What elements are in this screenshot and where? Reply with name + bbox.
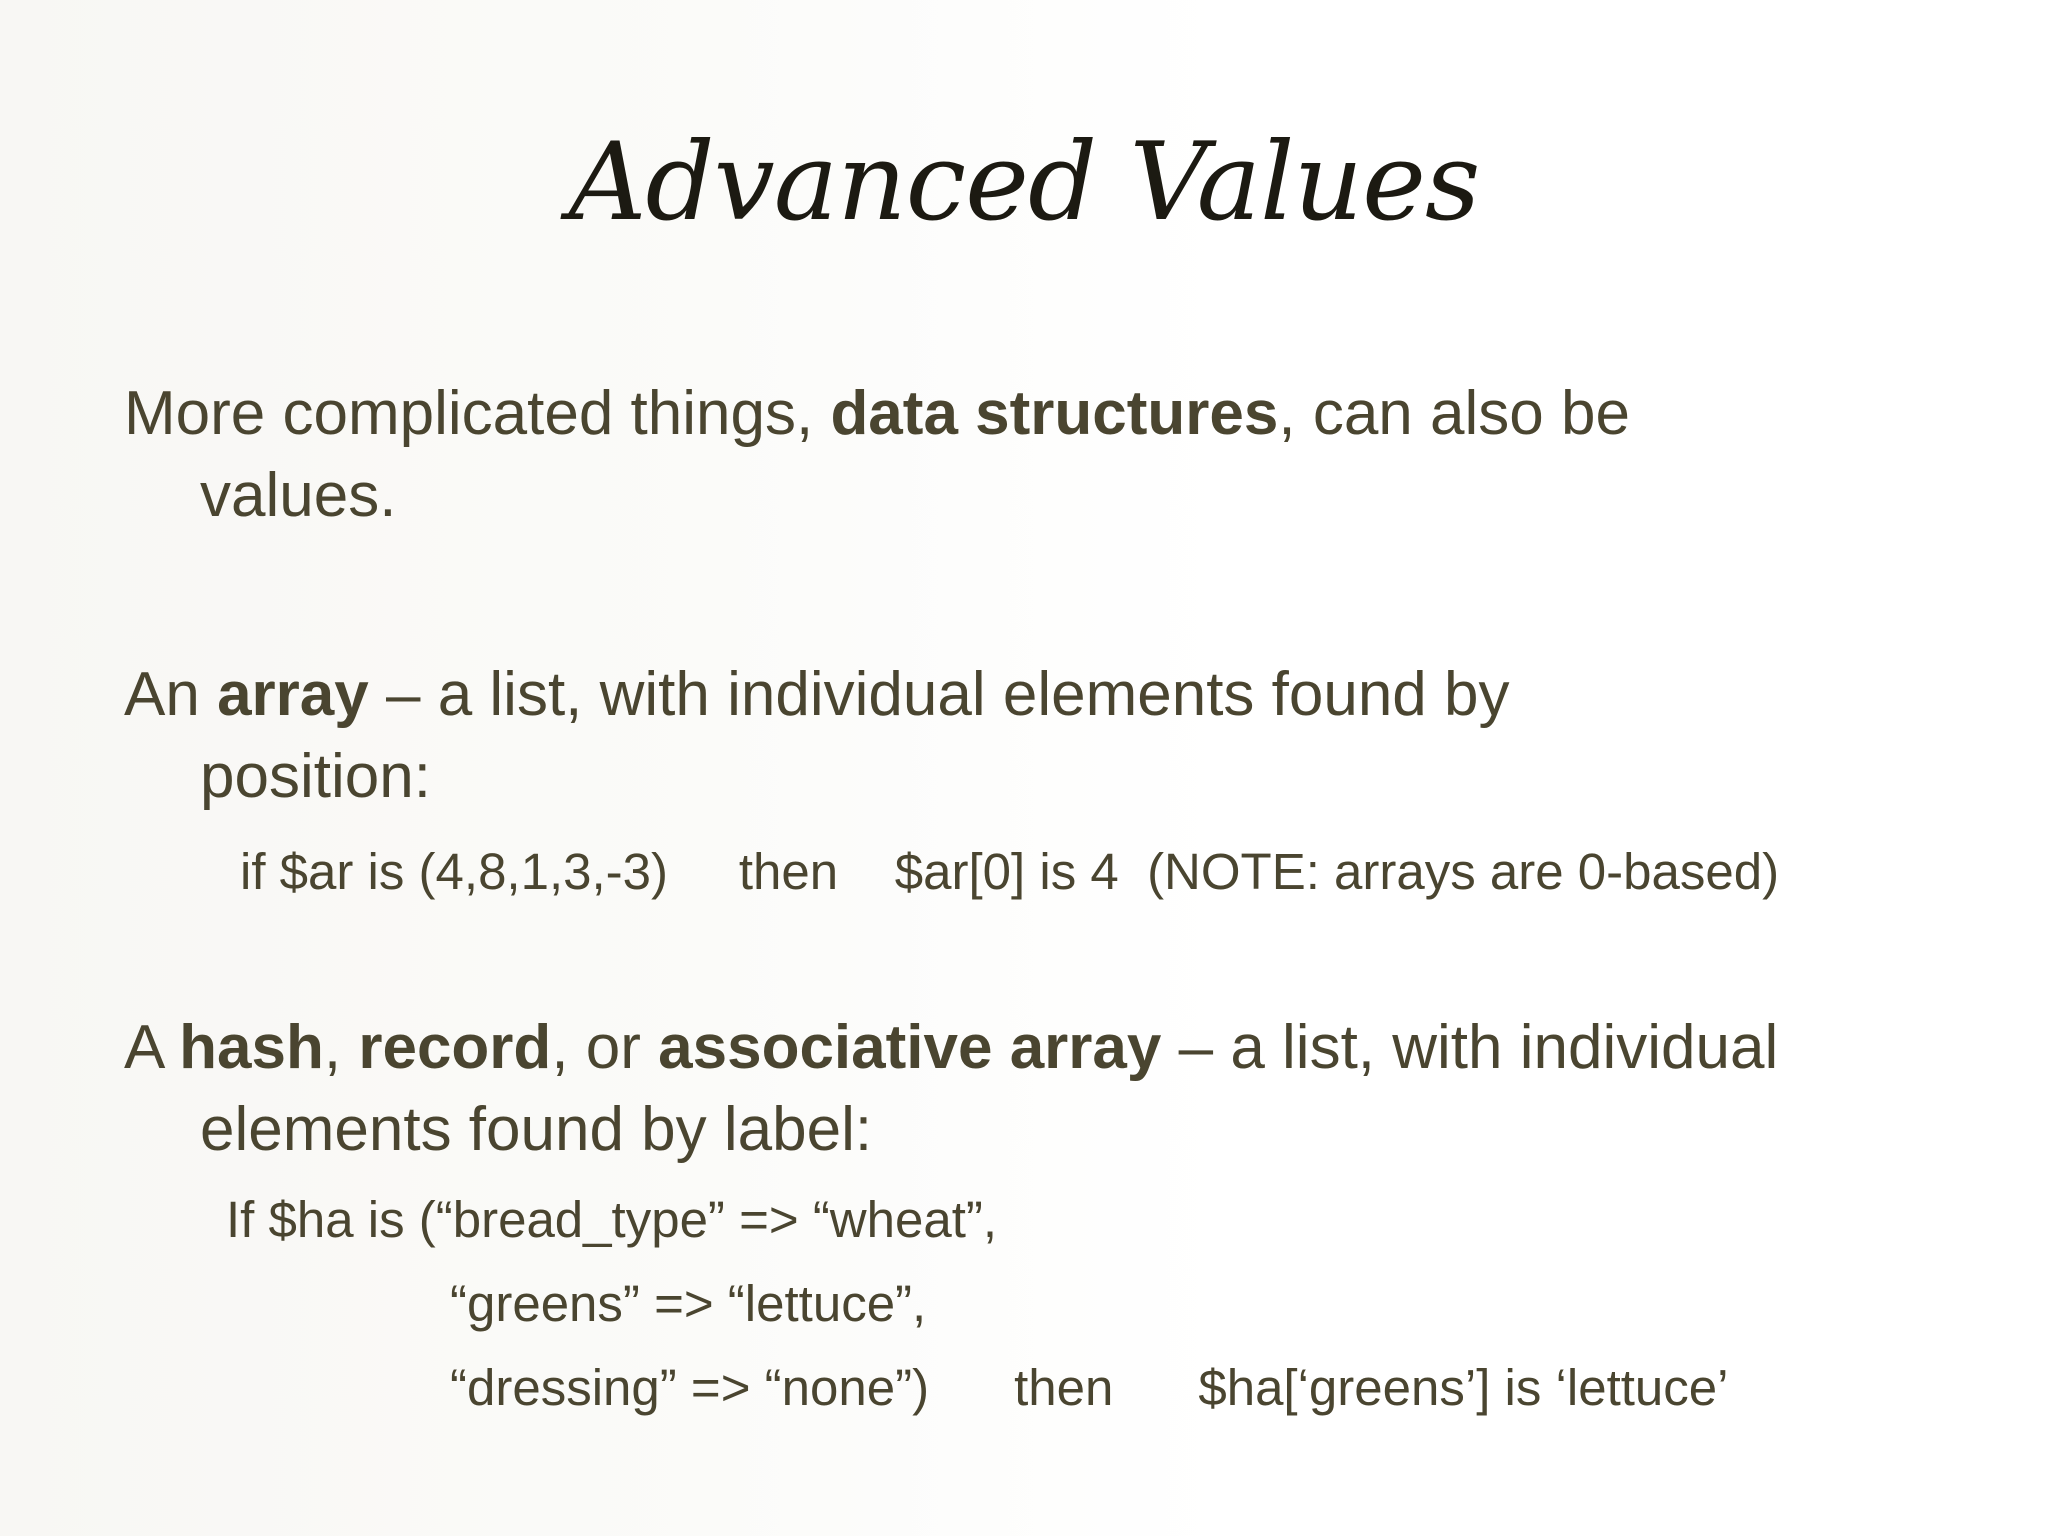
bold-term: associative array <box>658 1013 1162 1082</box>
paragraph-hash <box>124 1007 1924 1171</box>
hash-example-line-1: If $ha is (“bread_type” => “wheat”, <box>226 1191 998 1248</box>
bold-term: hash <box>179 1013 324 1082</box>
text-run: A <box>124 1013 180 1082</box>
bold-term: array <box>217 660 369 729</box>
paragraph-line <box>124 1007 1924 1089</box>
hash-example-line-2: “greens” => “lettuce”, <box>450 1275 927 1332</box>
paragraph-line <box>124 373 1924 455</box>
bold-term: data structures <box>830 379 1279 448</box>
paragraph-continuation: values. <box>200 461 397 530</box>
bold-term: record <box>358 1013 552 1082</box>
paragraph-continuation: position: <box>200 742 431 811</box>
text-run: , <box>323 1013 359 1082</box>
slide-title: Advanced Values <box>568 120 1480 245</box>
paragraph-continuation: elements found by label: <box>200 1095 873 1164</box>
hash-example-line-3: “dressing” => “none”) then $ha[‘greens’] is ‘lettuce’ <box>450 1359 1729 1416</box>
paragraph-array <box>124 654 1924 818</box>
paragraph-data-structures <box>124 373 1924 537</box>
text-run: , or <box>551 1013 659 1082</box>
paragraph-line <box>124 654 1924 736</box>
text-run: More complicated things, <box>124 379 831 448</box>
text-run: – a list, with individual <box>1161 1013 1779 1082</box>
text-run: , can also be <box>1278 379 1630 448</box>
text-run: An <box>124 660 218 729</box>
text-run: – a list, with individual elements found by <box>368 660 1510 729</box>
array-example: if $ar is (4,8,1,3,-3) then $ar[0] is 4 (NOTE: arrays are 0-based) <box>240 843 1780 900</box>
